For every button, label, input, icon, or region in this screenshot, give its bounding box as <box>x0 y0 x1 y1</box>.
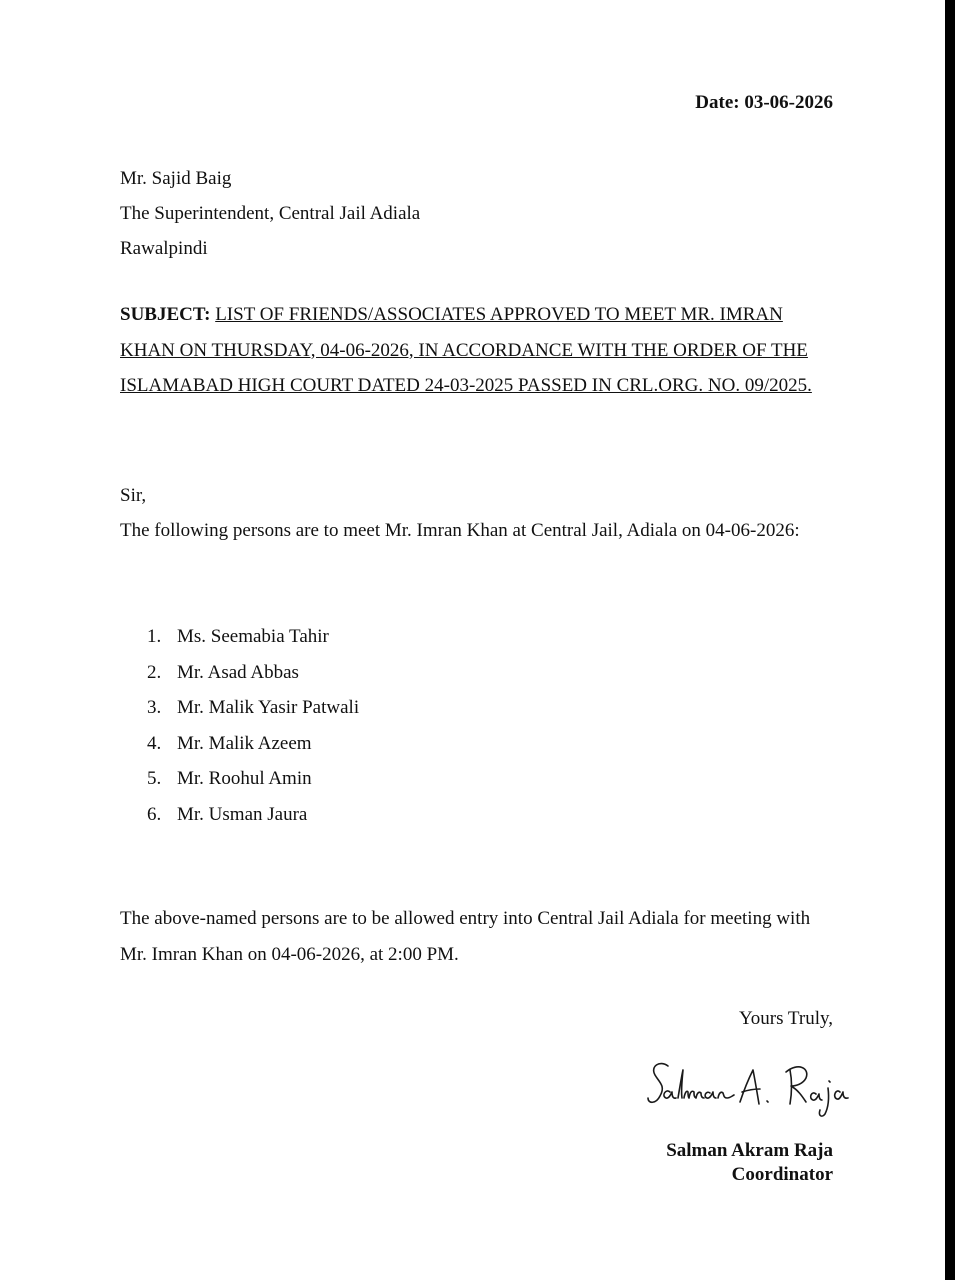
subject-text: LIST OF FRIENDS/ASSOCIATES APPROVED TO MEET MR. IMRAN KHAN ON THURSDAY, 04-06-2026, IN ACCORDANCE WITH THE ORDER OF THE ISLAMABAD HIGH COURT DATED 24-03-2025 PASSED IN CRL.ORG. NO. 09/2025. <box>120 304 812 396</box>
salutation: Sir, <box>120 485 147 506</box>
list-number: 5. <box>147 768 162 789</box>
list-number: 4. <box>147 732 162 754</box>
list-number: 6. <box>147 803 162 825</box>
list-item <box>120 761 359 797</box>
recipient-city: Rawalpindi <box>120 238 208 259</box>
handwritten-signature <box>646 1052 856 1120</box>
recipient-address <box>120 161 420 266</box>
signer-name: Salman Akram Raja <box>666 1140 833 1161</box>
recipient-title: The Superintendent, Central Jail Adiala <box>120 203 421 224</box>
yours-truly: Yours Truly, <box>738 1008 833 1029</box>
person-name: Mr. Malik Yasir Patwali <box>177 697 360 718</box>
list-number: 1. <box>147 626 162 647</box>
signer-role: Coordinator <box>731 1164 833 1185</box>
signer-block <box>666 1139 833 1187</box>
list-item <box>120 655 359 691</box>
person-name: Mr. Asad Abbas <box>177 661 299 683</box>
list-item <box>120 726 359 762</box>
letter-date: Date: 03-06-2026 <box>695 92 833 113</box>
person-name: Mr. Roohul Amin <box>177 768 312 789</box>
list-number: 3. <box>147 697 162 718</box>
person-name: Mr. Malik Azeem <box>177 732 312 754</box>
list-number: 2. <box>147 661 162 683</box>
subject-block <box>120 297 820 404</box>
list-item <box>120 797 359 833</box>
intro-paragraph: The following persons are to meet Mr. Imran Khan at Central Jail, Adiala on 04-06-2026: <box>120 520 800 541</box>
persons-list <box>120 619 359 832</box>
list-item <box>120 690 359 726</box>
recipient-name: Mr. Sajid Baig <box>120 168 232 189</box>
subject-label: SUBJECT: <box>120 304 211 325</box>
person-name: Ms. Seemabia Tahir <box>177 626 329 647</box>
closing-paragraph: The above-named persons are to be allowed entry into Central Jail Adiala for meeting with Mr. Imran Khan on 04-06-2026, at 2:00 PM. <box>120 908 811 965</box>
person-name: Mr. Usman Jaura <box>177 803 308 825</box>
list-item <box>120 619 359 655</box>
